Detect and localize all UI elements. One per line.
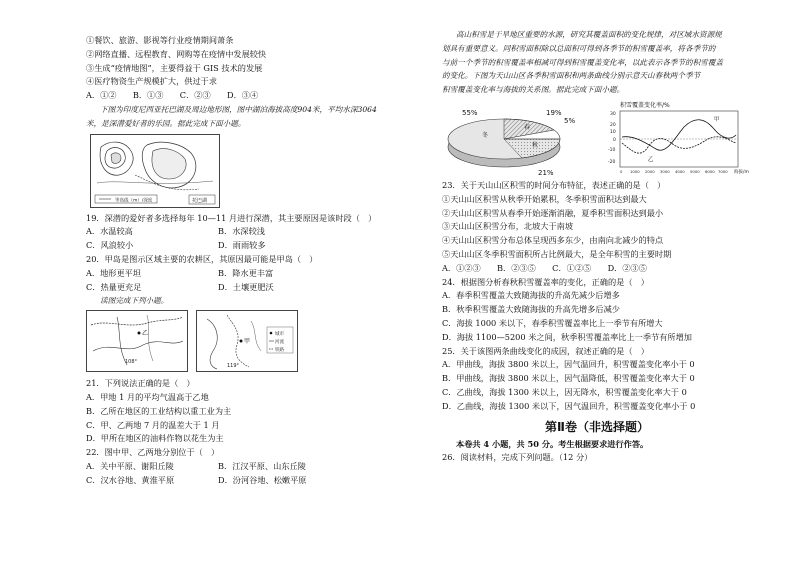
ytick-m10: -10 <box>608 147 616 153</box>
snow-figures-graphic <box>442 99 752 179</box>
region-map-left-graphic <box>87 311 187 371</box>
q20-option-a: A．地形更平坦 <box>86 267 142 278</box>
q20-options-ab <box>86 267 386 281</box>
q23-item-3: ③天山山区积雪分布，北坡大于南坡 <box>442 221 574 232</box>
right-column <box>442 28 752 465</box>
xtick-2000: 2000 <box>645 168 655 174</box>
q22-option-d: D．汾河谷地、松嫩平原 <box>218 474 307 485</box>
section-title: 第Ⅱ卷（非选择题） <box>545 419 649 434</box>
intro-snow-5: 积雪覆盖变化率与海拔的关系图。据此完成下面小题。 <box>442 85 625 95</box>
label-119: 119° <box>227 363 240 370</box>
ytick-m20: -20 <box>608 159 616 165</box>
pie-label-winter: 冬 <box>482 131 489 139</box>
toba-map-graphic <box>91 135 219 207</box>
option-2: ②网络直播、远程教育、网购等在疫情中发展较快 <box>86 48 267 59</box>
toba-corner-label: 托巴湖 <box>192 197 208 204</box>
xtick-6000: 6000 <box>705 168 715 174</box>
legend-city: 城市 <box>275 332 284 338</box>
xtick-5000: 5000 <box>690 168 700 174</box>
q19-option-b: B．水深较浅 <box>218 226 265 237</box>
q23-item-4: ④天山山区积雪分布总体呈现西多东少，由南向北减少的特点 <box>442 235 664 246</box>
q25-stem: 25．关于该图两条曲线变化的成因，叙述正确的是（ ） <box>442 345 649 356</box>
legend-railway: 铁路 <box>275 348 284 354</box>
q22-option-b: B．江汉平原、山东丘陵 <box>218 460 306 471</box>
q19-options-cd <box>86 239 386 253</box>
pie-label-spring: 春 <box>524 123 531 131</box>
q21-option-d: D．甲所在地区的油料作物以花生为主 <box>86 433 224 444</box>
xtick-0: 0 <box>620 168 623 174</box>
q18-choices: A．①② B．①③ C．②③ D．③④ <box>86 90 259 101</box>
q22-option-c: C．汉水谷地、黄淮平原 <box>86 474 175 485</box>
q23-item-1: ①天山山区积雪从秋季开始累积，冬季积雪面积达到最大 <box>442 193 647 204</box>
left-column <box>86 34 386 488</box>
q24-option-d: D．海拔 1100—5200 米之间，秋季积雪覆盖率比上一季节有所增加 <box>442 331 692 342</box>
q25-option-b: B．甲曲线，海拔 3800 米以上，因气温降低，积雪覆盖变化率大于 0 <box>442 373 695 384</box>
option-1: ①餐饮、旅游、影视等行业疫情期间萧条 <box>86 35 234 45</box>
q26-stem: 26．阅读材料，完成下列问题。（12 分） <box>442 452 593 463</box>
intro-snow-1: 高山积雪是干旱地区重要的水源，研究其覆盖面积的变化规律，对区域水资源规 <box>456 30 722 39</box>
q24-stem: 24．根据图分析春秋积雪覆盖率的变化，正确的是（ ） <box>442 276 649 287</box>
pie-label-55: 55% <box>462 108 478 117</box>
q23-item-2: ②天山山区积雪从春季开始逐渐消融，夏季积雪面积达到最小 <box>442 207 664 218</box>
q20-stem: 20．甲岛是图示区域主要的农耕区，其原因最可能是甲岛（ ） <box>86 253 318 264</box>
series-label-yi: 乙 <box>648 156 654 163</box>
q25-option-c: C．乙曲线，海拔 1300 米以上，因无降水，积雪覆盖变化率大于 0 <box>442 386 687 397</box>
q22-stem: 22．图中甲、乙两地分别位于（ ） <box>86 447 220 458</box>
q25-option-a: A．甲曲线，海拔 3800 米以上，因气温回升，积雪覆盖变化率小于 0 <box>442 359 695 370</box>
q22-options-cd <box>86 474 386 488</box>
q19-option-a: A．水温较高 <box>86 226 133 237</box>
intro-toba-2: 米，是深潜爱好者的乐园。据此完成下面小题。 <box>86 118 246 128</box>
series-label-jia: 甲 <box>714 116 720 123</box>
xtick-1000: 1000 <box>630 168 640 174</box>
q20-options-cd <box>86 281 386 295</box>
q20-option-c: C．热量更充足 <box>86 281 142 292</box>
chart-xlabel: 海拔/m <box>734 169 749 175</box>
pie-label-21: 21% <box>538 168 554 177</box>
xtick-7000: 7000 <box>718 168 728 174</box>
intro-toba-1: 下图为印度尼西亚托巴湖及周边地形图，图中湖泊海拔高度904米，平均水深3064 <box>100 104 377 114</box>
q23-choices: A．①②③ B．②③⑤ C．①②⑤ D．②③⑤ <box>442 262 647 273</box>
intro-snow-4: 的变化。下图为天山山区各季积雪面积和两条曲线分别示意天山春秋两个季节 <box>442 71 701 81</box>
q23-stem: 23．关于天山山区积雪的时间分布特征，表述正确的是（ ） <box>442 179 666 190</box>
xtick-4000: 4000 <box>675 168 685 174</box>
q21-option-a: A．甲地 1 月的平均气温高于乙地 <box>86 391 209 402</box>
region-maps <box>86 310 386 374</box>
ytick-20: 20 <box>610 122 616 128</box>
q19-stem: 19．深潜的爱好者多选择每年 10—11 月进行深潜，其主要原因是该时段（ ） <box>86 212 377 223</box>
q24-option-b: B．秋季积雪覆盖大致随海拔的升高先增多后减少 <box>442 304 620 315</box>
legend-river: 河流 <box>275 340 284 346</box>
q20-option-d: D．土壤更肥沃 <box>218 281 274 292</box>
toba-legend: 等高线（m）/深度 <box>115 198 153 204</box>
q24-option-c: C．海拔 1000 米以下，春季积雪覆盖率比上一季节有所增大 <box>442 317 663 328</box>
label-yi: 乙 <box>142 330 149 338</box>
q25-option-d: D．乙曲线，海拔 1300 米以下，因气温回升，积雪覆盖变化率小于 0 <box>442 400 696 411</box>
q23-item-5: ⑤天山山区冬季积雪面积所占比例最大，是全年积雪的主要时期 <box>442 248 672 259</box>
q21-option-c: C．甲、乙两地 7 月的温差大于 1 月 <box>86 419 220 430</box>
q24-option-a: A．春季积雪覆盖大致随海拔的升高先减少后增多 <box>442 290 620 301</box>
region-map-right-graphic <box>197 311 297 371</box>
section-note: 本卷共 4 小题，共 50 分。考生根据要求进行作答。 <box>456 438 649 449</box>
snow-figures <box>442 99 752 179</box>
intro-maps: 读图完成下列小题。 <box>100 296 169 306</box>
pie-label-autumn: 秋 <box>532 141 539 149</box>
label-jia: 甲 <box>244 338 251 346</box>
q21-option-b: B．乙所在地区的工业结构以重工业为主 <box>86 405 232 416</box>
intro-snow-2: 划具有重要意义。同积雪面积除以总面积可得到各季节的积雪覆盖率，将各季节的 <box>442 43 716 53</box>
label-108: 108° <box>125 359 138 366</box>
chart-title: 积雪覆盖变化率/% <box>620 101 670 109</box>
q21-stem: 21．下列说法正确的是（ ） <box>86 378 195 389</box>
ytick-30: 30 <box>610 111 616 117</box>
q19-option-d: D．雨雨较多 <box>218 240 266 251</box>
q19-options-ab <box>86 225 386 239</box>
option-3: ③生成“疫情地图”，主要得益于 GIS 技术的发展 <box>86 62 263 73</box>
ytick-0: 0 <box>613 137 616 143</box>
q22-option-a: A．关中平原、谢阳丘陵 <box>86 460 174 471</box>
option-4: ④医疗物资生产规模扩大，供过于求 <box>86 76 218 87</box>
q20-option-b: B．降水更丰富 <box>218 267 274 278</box>
toba-lake-map <box>90 134 220 208</box>
pie-label-19: 19% <box>546 108 562 117</box>
xtick-3000: 3000 <box>660 168 670 174</box>
region-map-right <box>196 310 298 372</box>
region-map-left <box>86 310 188 372</box>
ytick-10: 10 <box>610 129 616 135</box>
q19-option-c: C．风浪较小 <box>86 240 134 251</box>
intro-snow-3: 与前一个季节的积雪覆盖率相减可得到积雪覆盖变化率，以此表示各季节的积雪覆盖 <box>442 57 723 67</box>
pie-label-5: 5% <box>564 116 576 125</box>
q22-options-ab <box>86 460 386 474</box>
